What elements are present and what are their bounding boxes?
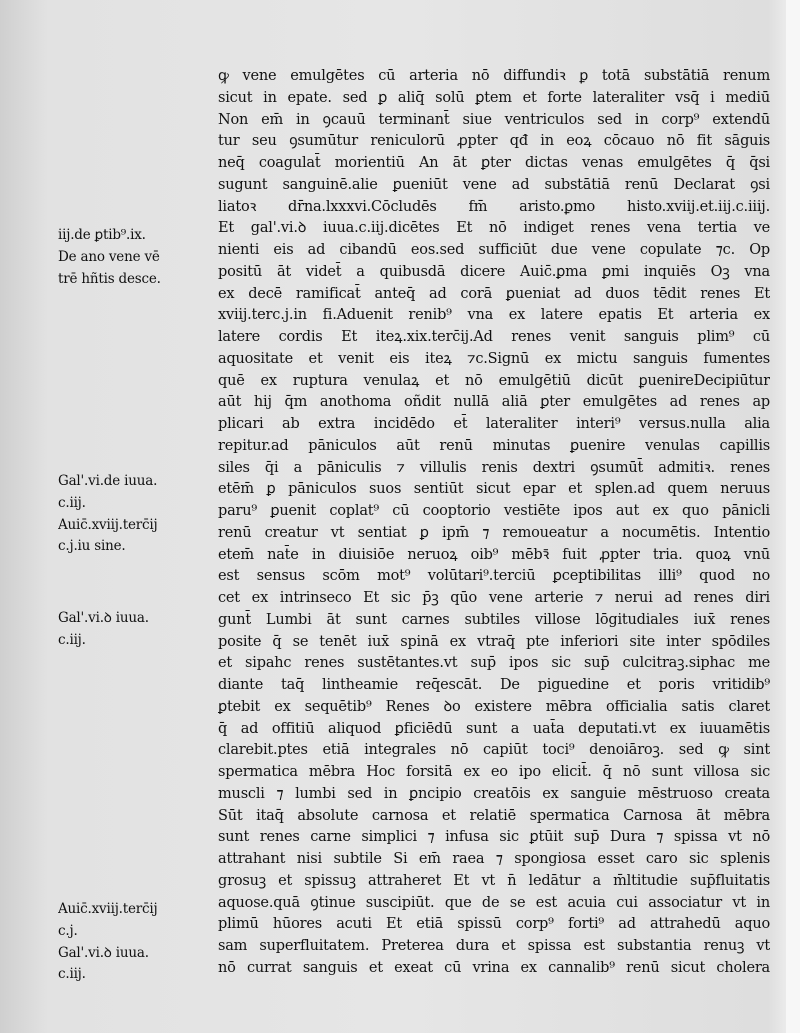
marginal-line: c.j.iu sine. <box>58 538 126 555</box>
marginal-line: Gal'.vi.ꝺ iuua. <box>58 610 149 626</box>
marginal-line: De ano vene vē <box>58 248 160 265</box>
text-line: aquose.quā ꝯtinue suscipiūt. que de se est acuia cui associatur vt in <box>218 894 770 911</box>
text-line: posite q̄ se tenēt iux̄ spinā ex vtraq̄ pte inferiori site inter spōdiles <box>218 633 770 650</box>
text-line: Non em̄ in ꝯcauū terminant̄ siue ventriculos sed in corp⁹ extendū <box>218 111 770 128</box>
text-line: nienti eis ad cibandū eos.sed sufficiūt due vene copulate ⁊c. Op <box>218 242 770 258</box>
text-line: liatoꝛ dr̄na.lxxxvi.Cōcludēs fm̄ aristo.ꝑmo histo.xviij.et.iij.c.iiij. <box>218 198 770 215</box>
marginal-line: iij.de ꝑtib⁹.ix. <box>58 227 146 243</box>
text-line: sicut in epate. sed ꝑ aliq̄ solū ꝑtem et forte lateraliter vsq̄ i mediū <box>218 89 770 106</box>
text-line: attrahant nisi subtile Si em̄ raea ⁊ spongiosa esset caro sic splenis <box>218 851 770 867</box>
text-line: grosuꝫ et spissuꝫ attraheret Et vt n̄ ledātur a m̄ltitudie sup̄fluitatis <box>218 872 770 889</box>
text-line: etem̄ nat̄e in diuisiōe neruoꝝ oib⁹ mēbꝛ̄ fuit ꝓpter tria. quoꝝ vnū <box>218 546 770 563</box>
text-line: cet ex intrinseco Et sic p̄ꝫ qūo vene arterie ⁊ nerui ad renes diri <box>218 590 770 606</box>
text-line: ex decē ramificat̄ anteq̄ ad corā ꝑueniat ad duos tēdit renes Et <box>218 285 770 302</box>
text-line: spermatica mēbra Hoc forsitā ex eo ipo elicit̄. q̄ nō sunt villosa sic <box>218 764 770 780</box>
text-line: sam superfluitatem. Preterea dura et spissa est substantia renuꝫ vt <box>218 938 770 954</box>
text-line: plicari ab extra incidēdo et̄ lateraliter interi⁹ versus.nulla alia <box>218 416 770 432</box>
text-line: aūt hij q̄m anothoma oñdit nullā aliā ꝑter emulgētes ad renes ap <box>218 394 770 411</box>
page-edge <box>786 0 800 1033</box>
main-text-block <box>218 66 770 980</box>
text-line: plimū hūores acuti Et etiā spissū corp⁹ forti⁹ ad attrahedū aquo <box>218 916 770 933</box>
text-line: siles q̄i a pāniculis ⁊ villulis renis dextri ꝯsumūt̄ admitiꝛ. renes <box>218 459 770 476</box>
text-line: q̄ ad offitiū aliquod ꝑficiēdū sunt a uat̄a deputati.vt ex iuuamētis <box>218 720 770 737</box>
marginal-line: Auic̄.xviij.terc̄ij <box>58 516 158 533</box>
marginal-line: c.iij. <box>58 966 86 983</box>
text-line: gunt̄ Lumbi āt sunt carnes subtiles villose lōgitudiales iux̄ renes <box>218 611 770 628</box>
text-line: neq̄ coagulat̄ morientiū An āt ꝑter dictas venas emulgētes q̄ q̄si <box>218 155 770 171</box>
text-line: nō currat sanguis et exeat cū vrina ex cannalib⁹ renū sicut cholera <box>218 959 770 976</box>
marginal-note-2 <box>58 471 208 558</box>
text-line: sugunt sanguinē.alie ꝑueniūt vene ad substātiā renū Declarat ꝯsi <box>218 176 770 193</box>
marginal-line: Auic̄.xviij.terc̄ij <box>58 901 158 917</box>
text-line: latere cordis Et iteꝝ.xix.terc̄ij.Ad renes venit sanguis plim⁹ cū <box>218 329 770 345</box>
text-line: sunt renes carne simplici ⁊ infusa sic ꝑtūit sup̄ Dura ⁊ spissa vt nō <box>218 829 770 846</box>
text-line: positū āt videt̄ a quibusdā dicere Auic̄.ꝑma ꝑmi inquiēs Oꝫ vna <box>218 263 770 280</box>
text-line: paru⁹ ꝑuenit coplat⁹ cū cooptorio vestiēte ipos aut ex quo pānicli <box>218 503 770 519</box>
text-line: etēm̄ ꝑ pāniculos suos sentiūt sicut epar et splen.ad quem neruus <box>218 481 770 498</box>
marginal-line: Gal'.vi.de iuua. <box>58 473 158 489</box>
text-line: Sūt itaq̄ absolute carnosa et relatiē spermatica Carnosa āt mēbra <box>218 807 770 824</box>
text-line: Et gal'.vi.ꝺ iuua.c.iij.dicētes Et nō indiget renes vena tertia ve <box>218 220 770 237</box>
text-line: et sipahc renes sustētantes.vt sup̄ ipos sic sup̄ culcitraꝫ.siphac me <box>218 655 770 672</box>
marginal-line: Gal'.vi.ꝺ iuua. <box>58 944 149 961</box>
text-line: quē ex ruptura venulaꝝ et nō emulgētiū dicūt ꝑuenireDecipiūtur <box>218 372 770 389</box>
text-line: tur seu ꝯsumūtur reniculorū ꝓpter qđ in eoꝝ cōcauo nō fit sāguis <box>218 133 770 150</box>
marginal-note-3 <box>58 608 208 652</box>
text-line: renū creatur vt sentiat ꝑ ipm̄ ⁊ remoueatur a nocumētis. Intentio <box>218 524 770 541</box>
marginal-note-4 <box>58 899 208 986</box>
text-line: diante taq̄ lintheamie req̄escāt. De piguedine et poris vritidib⁹ <box>218 677 770 693</box>
marginal-line: trē hñtis desce. <box>58 270 161 287</box>
text-line: ꝑtebit ex sequētib⁹ Renes ꝺo existere mēbra officialia satis claret <box>218 698 770 715</box>
marginal-note-1 <box>58 225 208 290</box>
text-line: clarebit.ptes etiā integrales nō capiūt toci⁹ denoiāroꝫ. sed ꝙ sint <box>218 742 770 759</box>
text-line: est sensus scōm mot⁹ volūtari⁹.terciū ꝑceptibilitas illi⁹ quod no <box>218 568 770 585</box>
text-line: muscli ⁊ lumbi sed in ꝑncipio creatōis ex sanguie mēstruoso creata <box>218 785 770 802</box>
text-line: aquositate et venit eis iteꝝ ⁊c.Signū ex mictu sanguis fumentes <box>218 350 770 367</box>
text-line: repitur.ad pāniculos aūt renū minutas ꝑuenire venulas capillis <box>218 437 770 454</box>
marginal-line: c.iij. <box>58 631 86 648</box>
text-line: xviij.terc.j.in fi.Aduenit renib⁹ vna ex latere epatis Et arteria ex <box>218 307 770 324</box>
text-line: ꝙ vene emulgētes cū arteria nō diffundiꝛ ꝑ totā substātiā renum <box>218 68 770 84</box>
marginal-line: c.j. <box>58 922 78 939</box>
marginal-line: c.iij. <box>58 494 86 511</box>
